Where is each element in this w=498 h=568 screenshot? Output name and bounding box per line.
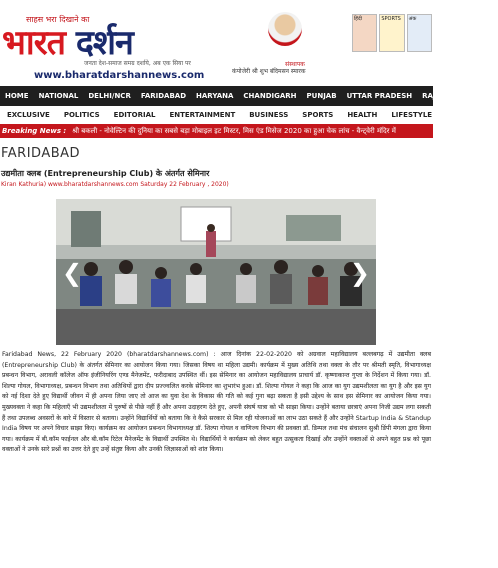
site-subtagline: जनता देश-समाज समग्र दर्शाये, अब एक सिया पर bbox=[84, 60, 191, 67]
memorial-caption: कंपोजेरी श्री शुभ बंदिमसन स्मारक bbox=[232, 68, 306, 75]
nav-chandigarh[interactable]: CHANDIGARH bbox=[243, 92, 297, 100]
nav-national[interactable]: NATIONAL bbox=[38, 92, 79, 100]
founder-caption: संस्थापक bbox=[285, 61, 305, 68]
nav-exclusive[interactable]: EXCLUSIVE bbox=[7, 111, 50, 119]
article-photo-slider[interactable] bbox=[56, 199, 376, 345]
article-headline: उद्यमीता क्लब (Entrepreneurship Club) के अंतर्गत सेमिनार bbox=[1, 169, 210, 178]
article-paragraph: Faridabad News, 22 February 2020 (bharatdarshannews.com) : आज दिनांक 22-02-2020 को अग्रवाल महाविद्यालय बल्लबगढ़ में उद्यमीता क्लब (Entrepreneurship Club) के अंतर्गत सेमिनार का आयोजन किया गया। जिसका विषय था महिला उद्यमी। कार्यक्रम में मुख्य अतिथि तथा वक्ता के तौर पर श्रीमती स्मृति, विभागाध्यक्ष प्रबन्धन विभाग, अरावली कॉलेज ऑफ इंजीनियरिंग एण्ड मैनेजमेंट, फरीदाबाद उपस्थित थीं। इस सेमिनार का आयोजन महाविद्यालय प्राचार्य डॉ. कृष्णाकान्त गुप्ता के निर्देशन में किया गया। डॉ. शिल्पा गोयल, विभागाध्यक्ष, प्रबन्धन विभाग तथा अतिथियों द्वारा दीप प्रज्ज्वलित करके सेमिनार का शुभारंभ हुआ। डॉ. शिल्पा गोयल ने कहा कि आज का युग उद्यमशीलता का युग है और इस युग को नई दिशा देते हुए विद्यार्थी जीवन में ही अपना लिया जाए तो आज का युवा देश के विकास की गति को कई गुना बढ़ा सकता है इसी उद्देश्य के साथ इस सेमिनार का आयोजन किया गया। मुख्यवक्ता ने कहा कि महिलाएँ भी उद्यमशीलता में पुरुषों से पीछे नहीं हैं और अपना उदाहरण देते हुए, अपनी संघर्ष यात्रा को भी साझा किया। उन्होंने बताया छात्राएं अपना निजी उद्यम लगा सकती हैं तथा उपलब्ध अवसरों के बारे में विस्तार से बताया। उन्होंने विद्यार्थियों को बताया कि वे कैसे सरकार से मिल रही योजनाओं का लाभ उठा सकते हैं और उन्होंने Startup India & Standup India विषय पर अपने विचार साझा किए। कार्यक्रम का आयोजन प्रबन्धन विभागाध्यक्ष डॉ. शिल्पा गोयल व वाणिज्य विभाग की प्रवक्ता डॉ. डिम्पल तथा मंच संचालन सुश्री डिंपी मंगला द्वारा किया गया। कार्यक्रम में बी.कॉम फाईनल और बी.कॉम रिटेल मैनेजमेंट के विद्यार्थी उपस्थित थे। विद्यार्थियों ने कार्यक्रम को लेकर बहुत उत्सुकता दिखाई और उन्होंने वक्ताओं से अपने बहुत प्रश्न को पूछा वक्ताओं ने उनके सारे प्रश्नों का उत्तर देते हुए उन्हें संतुष्ट किया और उनकी जिज्ञासाओं को शांत किया। bbox=[2, 351, 431, 454]
nav-himachal[interactable]: HIM bbox=[477, 92, 494, 100]
site-header bbox=[0, 0, 433, 86]
nav-entertainment[interactable]: ENTERTAINMENT bbox=[169, 111, 236, 119]
seminar-photo bbox=[56, 199, 376, 345]
nav-rajasthan[interactable]: RAJASTHAN bbox=[422, 92, 468, 100]
nav-health[interactable]: HEALTH bbox=[347, 111, 378, 119]
nav-faridabad[interactable]: FARIDABAD bbox=[140, 92, 187, 100]
slider-next-arrow[interactable]: ❯ bbox=[349, 259, 370, 287]
breaking-news-label: Breaking News : bbox=[2, 127, 67, 135]
nav-haryana[interactable]: HARYANA bbox=[196, 92, 234, 100]
nav-business[interactable]: BUSINESS bbox=[249, 111, 289, 119]
nav-sports[interactable]: SPORTS bbox=[302, 111, 334, 119]
breaking-news-ticker bbox=[0, 124, 433, 138]
secondary-nav bbox=[0, 106, 433, 125]
nav-delhi-ncr[interactable]: DELHI/NCR bbox=[88, 92, 131, 100]
newspaper-thumbnails bbox=[352, 14, 432, 52]
nav-punjab[interactable]: PUNJAB bbox=[306, 92, 337, 100]
breaking-news-text[interactable]: श्री बकली - नोवेल्टिन की दुनिया का सबसे बड़ा मोबाइल इट मिस्टर, मिस एंड मिसेज 2020 का हुआ चेक लांच - वैन्ट्वेरी मंदिर में bbox=[72, 126, 396, 135]
nav-editorial[interactable]: EDITORIAL bbox=[113, 111, 156, 119]
founder-portrait bbox=[268, 12, 302, 46]
article-byline: Kiran Kathuria) www.bharatdarshannews.com Saturday 22 February , 2020) bbox=[1, 181, 229, 188]
logo-part-2: दर्शन bbox=[65, 23, 133, 63]
nav-politics[interactable]: POLITICS bbox=[63, 111, 100, 119]
section-title: FARIDABAD bbox=[1, 146, 81, 161]
slider-prev-arrow[interactable]: ❮ bbox=[62, 259, 83, 287]
newspaper-thumb[interactable]: SPORTS bbox=[379, 14, 404, 52]
newspaper-thumb[interactable]: हिंदी bbox=[352, 14, 377, 52]
site-url[interactable]: www.bharatdarshannews.com bbox=[34, 70, 205, 81]
site-tagline: साहस भरा दिखाने का bbox=[26, 15, 90, 24]
site-logo[interactable] bbox=[2, 18, 133, 64]
nav-lifestyle[interactable]: LIFESTYLE bbox=[391, 111, 433, 119]
article-body bbox=[2, 350, 431, 456]
nav-uttar-pradesh[interactable]: UTTAR PRADESH bbox=[346, 92, 413, 100]
newspaper-thumb[interactable]: अंक bbox=[407, 14, 432, 52]
nav-home[interactable]: HOME bbox=[5, 92, 29, 100]
main-nav bbox=[0, 86, 494, 106]
logo-part-1: भारत bbox=[2, 23, 65, 63]
